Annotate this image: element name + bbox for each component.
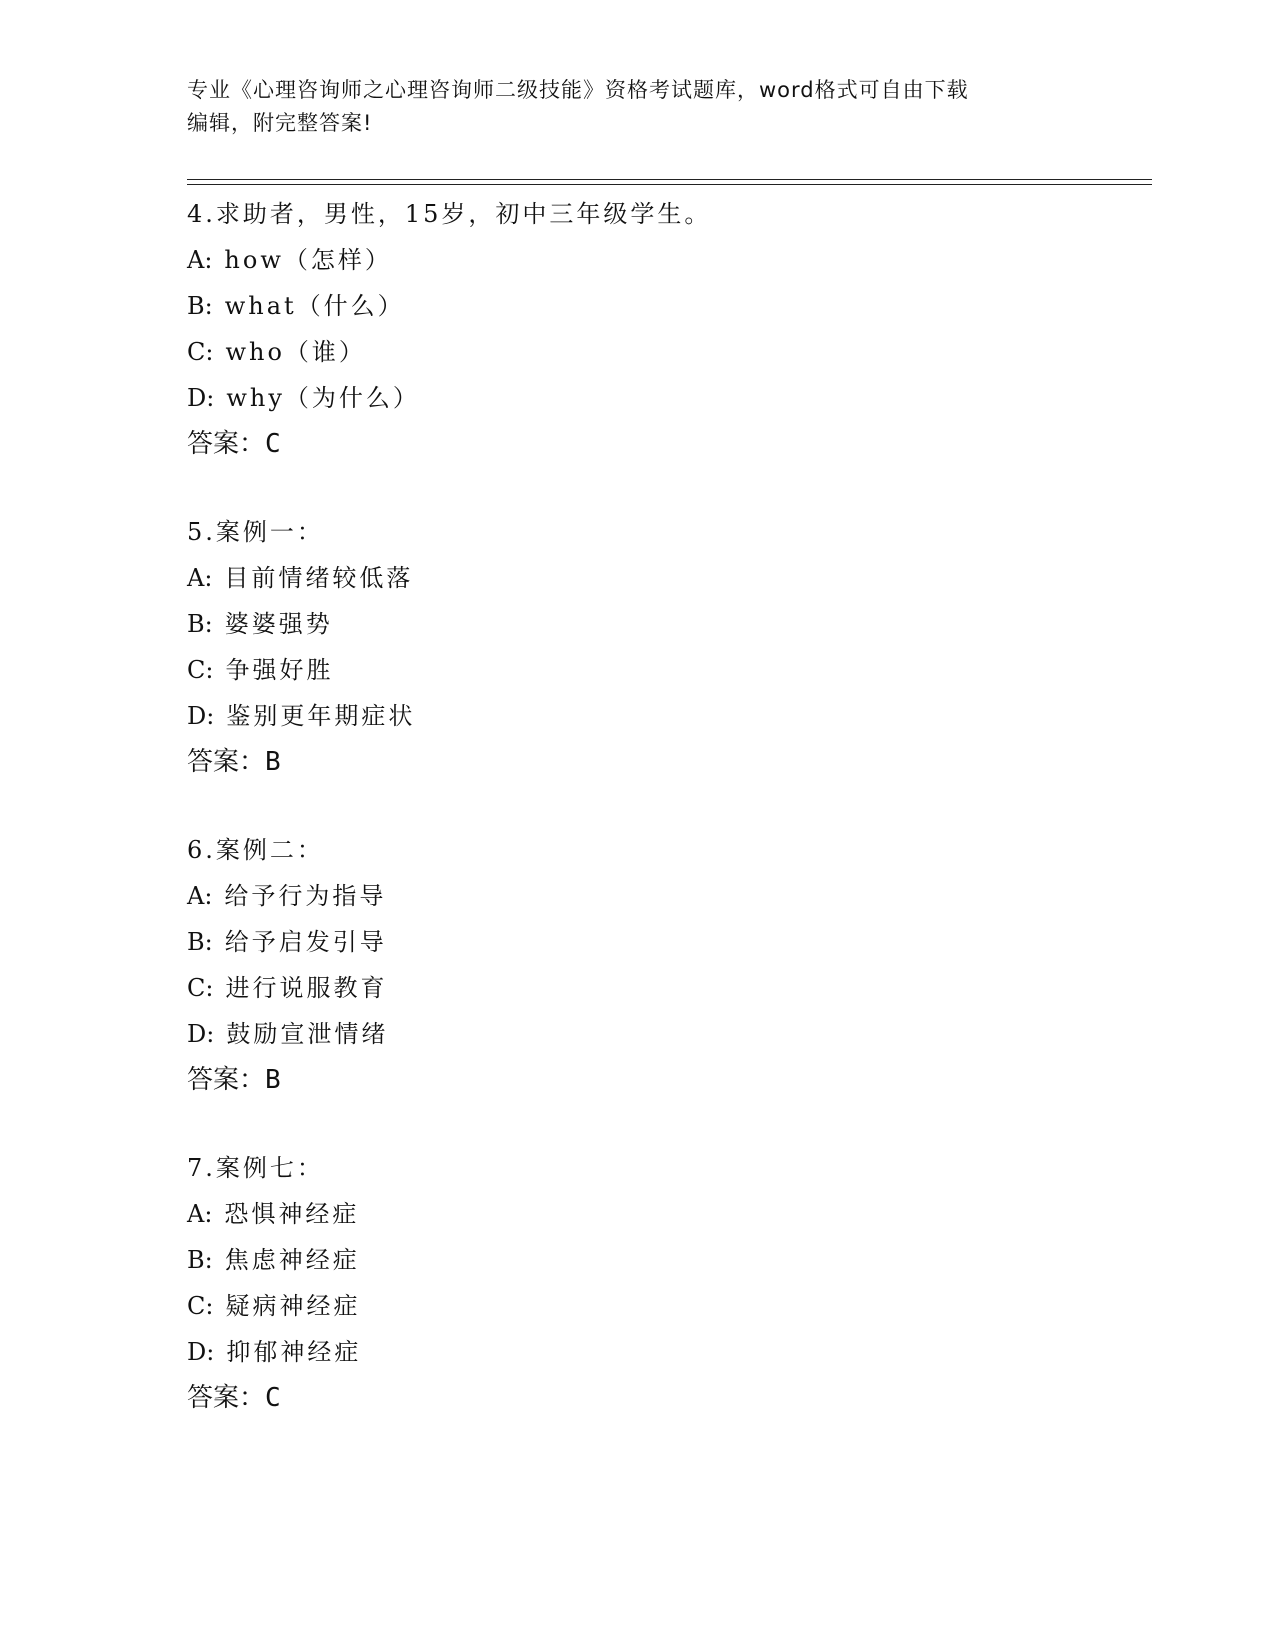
- header-line-2: 编辑，附完整答案!: [187, 111, 373, 135]
- option-text: 给予启发引导: [224, 928, 387, 956]
- option-a: [187, 1191, 1147, 1237]
- answer-line: 答案：C: [187, 1383, 281, 1413]
- header-line-1: 专业《心理咨询师之心理咨询师二级技能》资格考试题库，word格式可自由下载: [187, 78, 969, 102]
- option-d: [187, 1011, 1147, 1057]
- question-5: [187, 509, 1147, 785]
- option-text: 疑病神经症: [225, 1292, 361, 1320]
- option-letter: A:: [187, 246, 213, 274]
- option-d: [187, 693, 1147, 739]
- option-text: 抑郁神经症: [226, 1338, 362, 1366]
- option-text: 焦虑神经症: [224, 1246, 360, 1274]
- answer-line: 答案：C: [187, 429, 281, 459]
- question-stem: 6.案例二：: [187, 836, 324, 864]
- option-letter: D:: [187, 1338, 215, 1366]
- option-c: [187, 647, 1147, 693]
- option-text: how（怎样）: [224, 246, 392, 274]
- option-letter: D:: [187, 384, 215, 412]
- header-divider-top: [187, 179, 1152, 180]
- option-c: [187, 965, 1147, 1011]
- option-text: who（谁）: [225, 338, 366, 366]
- answer-line: 答案：B: [187, 747, 281, 777]
- option-letter: C:: [187, 338, 214, 366]
- option-text: 恐惧神经症: [224, 1200, 360, 1228]
- option-b: [187, 601, 1147, 647]
- document-header: [187, 74, 1087, 140]
- header-divider-bottom: [187, 184, 1152, 185]
- option-a: [187, 555, 1147, 601]
- option-letter: A:: [187, 1200, 213, 1228]
- option-letter: A:: [187, 564, 213, 592]
- question-stem: 4.求助者，男性，15岁，初中三年级学生。: [187, 200, 712, 228]
- question-list: [187, 191, 1147, 1463]
- question-4: [187, 191, 1147, 467]
- option-a: [187, 873, 1147, 919]
- option-text: 给予行为指导: [224, 882, 387, 910]
- option-text: 鉴别更年期症状: [226, 702, 416, 730]
- option-text: 婆婆强势: [224, 610, 333, 638]
- option-letter: B:: [187, 610, 213, 638]
- option-text: 进行说服教育: [225, 974, 388, 1002]
- option-a: [187, 237, 1147, 283]
- option-text: 目前情绪较低落: [224, 564, 414, 592]
- option-d: [187, 375, 1147, 421]
- option-text: 争强好胜: [225, 656, 334, 684]
- option-letter: B:: [187, 928, 213, 956]
- option-letter: B:: [187, 292, 213, 320]
- option-letter: A:: [187, 882, 213, 910]
- option-letter: D:: [187, 1020, 215, 1048]
- option-b: [187, 1237, 1147, 1283]
- option-letter: C:: [187, 1292, 214, 1320]
- option-b: [187, 919, 1147, 965]
- option-c: [187, 1283, 1147, 1329]
- question-stem: 7.案例七：: [187, 1154, 324, 1182]
- option-text: why（为什么）: [226, 384, 420, 412]
- question-6: [187, 827, 1147, 1103]
- question-stem: 5.案例一：: [187, 518, 324, 546]
- option-letter: B:: [187, 1246, 213, 1274]
- option-c: [187, 329, 1147, 375]
- option-letter: C:: [187, 656, 214, 684]
- answer-line: 答案：B: [187, 1065, 281, 1095]
- option-text: what（什么）: [224, 292, 405, 320]
- option-b: [187, 283, 1147, 329]
- option-text: 鼓励宣泄情绪: [226, 1020, 389, 1048]
- option-d: [187, 1329, 1147, 1375]
- option-letter: D:: [187, 702, 215, 730]
- option-letter: C:: [187, 974, 214, 1002]
- question-7: [187, 1145, 1147, 1421]
